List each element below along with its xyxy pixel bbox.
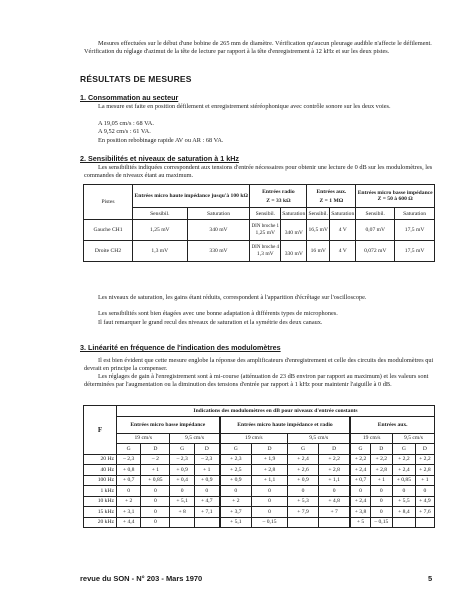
- table-cell: + 2,4: [288, 454, 319, 465]
- s2-paragraph-4: Il faut remarquer le grand recul des niveaux de saturation et la symétrie des deux canaux.: [98, 319, 323, 326]
- table-cell: + 8,4: [392, 507, 415, 518]
- table-cell: 0: [415, 486, 434, 497]
- table-cell: + 2,2: [318, 454, 350, 465]
- table-row: [84, 465, 435, 476]
- table-cell: + 2,5: [220, 465, 252, 476]
- table-row: [84, 454, 435, 465]
- table-cell: 330 mV: [281, 241, 307, 262]
- table-cell: 0: [288, 486, 319, 497]
- channel-header: D: [370, 444, 392, 455]
- table-cell: 330 mV: [187, 241, 250, 262]
- speed-19: 19 cm/s: [117, 433, 170, 444]
- table-cell: 0: [370, 507, 392, 518]
- table-cell: + 5: [350, 517, 370, 528]
- s2-paragraph-1: Les sensibilités indiquées correspondent aux tensions d'entrée nécessaires pour obtenir une lecture de 0 dB sur les modulomètres, les commandes de niveaux étant au maximum.: [84, 164, 433, 179]
- section-1-heading: 1. Consommation au secteur: [80, 93, 179, 102]
- table-cell: + 0,85: [141, 475, 170, 486]
- sub-sat: Saturation: [330, 208, 356, 220]
- table-cell: + 0,85: [392, 475, 415, 486]
- channel-header: D: [141, 444, 170, 455]
- results-title: RÉSULTATS DE MESURES: [80, 74, 192, 84]
- table-cell: + 0,7: [117, 475, 141, 486]
- sub-sens: Sensibil.: [307, 208, 330, 220]
- table-cell: 0: [392, 486, 415, 497]
- table-cell: + 4,9: [415, 496, 434, 507]
- sensitivity-table: [83, 184, 435, 262]
- table-cell: + 4,8: [318, 496, 350, 507]
- table-cell: + 1,1: [252, 475, 288, 486]
- table-cell: 0: [220, 486, 252, 497]
- footer-page-number: 5: [428, 574, 433, 583]
- speed-19: 19 cm/s: [350, 433, 392, 444]
- table-cell: + 0,4: [170, 475, 194, 486]
- table-cell: + 1: [194, 465, 219, 476]
- s2-paragraph-3: Les sensibilités sont bien étagées avec une bonne adaptation à différents types de microphones.: [98, 310, 338, 317]
- table-cell: 0: [252, 507, 288, 518]
- table-cell: + 2,2: [350, 454, 370, 465]
- sub-sens: Sensibil.: [356, 208, 395, 220]
- channel-header: D: [415, 444, 434, 455]
- table-cell: – 0,15: [252, 517, 288, 528]
- channel-header: G: [220, 444, 252, 455]
- table-cell: 1,25 mV: [133, 220, 188, 241]
- table-cell: + 2,8: [370, 465, 392, 476]
- table-cell: 0: [370, 496, 392, 507]
- table-row: [84, 475, 435, 486]
- table-cell: 16 mV: [307, 241, 330, 262]
- sub-sat: Saturation: [281, 208, 307, 220]
- s1-line-3: En position rebobinage rapide AV ou AR : 68 VA.: [98, 137, 224, 144]
- table-cell: 0: [350, 486, 370, 497]
- frequency-label: 15 kHz: [84, 507, 117, 518]
- table-cell: 0,07 mV: [356, 220, 395, 241]
- table-cell: 0: [141, 517, 170, 528]
- table-cell: 16,5 mV: [307, 220, 330, 241]
- table-row: [84, 486, 435, 497]
- table-cell: + 2,3: [220, 454, 252, 465]
- table-cell: + 2,8: [318, 465, 350, 476]
- table-cell: + 5,1: [170, 496, 194, 507]
- table-cell: 0: [370, 486, 392, 497]
- table-cell: [392, 517, 415, 528]
- table-cell: DIN broche 1 1,25 mV: [250, 220, 281, 241]
- table-cell: + 7,1: [194, 507, 219, 518]
- table-cell: + 2,2: [392, 454, 415, 465]
- table-cell: + 4,4: [117, 517, 141, 528]
- table-cell: + 2,4: [392, 465, 415, 476]
- table-cell: – 2: [141, 454, 170, 465]
- s2-paragraph-2: Les niveaux de saturation, les gains étant réduits, correspondent à l'apparition d'écrêtage sur l'oscilloscope.: [98, 294, 367, 301]
- frequency-label: 1 kHz: [84, 486, 117, 497]
- table-cell: + 7,6: [415, 507, 434, 518]
- table-cell: + 0,9: [220, 475, 252, 486]
- table-cell: + 0,8: [117, 465, 141, 476]
- table-cell: + 2,8: [415, 465, 434, 476]
- table-cell: + 2,8: [252, 465, 288, 476]
- table-cell: 0: [252, 486, 288, 497]
- table-cell: + 3,8: [350, 507, 370, 518]
- table-cell: – 2,3: [170, 454, 194, 465]
- table-cell: – 0,15: [370, 517, 392, 528]
- group-micro-basse: Entrées micro basse impédance: [117, 416, 220, 433]
- s1-line-1: A 19,05 cm/s : 68 VA.: [98, 120, 154, 127]
- channel-header: D: [194, 444, 219, 455]
- sub-sat: Saturation: [395, 208, 435, 220]
- table-cell: 340 mV: [281, 220, 307, 241]
- table-cell: + 2,2: [370, 454, 392, 465]
- table-cell: – 2,3: [194, 454, 219, 465]
- footer-publication: revue du SON - N° 203 - Mars 1970: [80, 574, 203, 583]
- table-cell: 17,5 mV: [395, 220, 435, 241]
- table-cell: + 1: [415, 475, 434, 486]
- table-cell: 17,5 mV: [395, 241, 435, 262]
- table-cell: 0: [141, 496, 170, 507]
- table-cell: + 2,4: [350, 465, 370, 476]
- group-aux: Entrées aux.: [350, 416, 434, 433]
- channel-header: G: [117, 444, 141, 455]
- header-micro-haute: Entrées micro haute impédance jusqu'à 100 kΩ: [133, 185, 250, 208]
- sub-sat: Saturation: [187, 208, 250, 220]
- table-cell: + 8: [170, 507, 194, 518]
- table-cell: + 5,1: [220, 517, 252, 528]
- table-row: [84, 507, 435, 518]
- table-cell: 0: [318, 486, 350, 497]
- sub-sens: Sensibil.: [250, 208, 281, 220]
- table-cell: [318, 517, 350, 528]
- header-pistes: Pistes: [84, 185, 133, 220]
- channel-header: G: [392, 444, 415, 455]
- table-cell: + 2,4: [350, 496, 370, 507]
- table-row: [84, 496, 435, 507]
- table-cell: 0: [252, 496, 288, 507]
- table-cell: + 4,7: [194, 496, 219, 507]
- table-cell: 0: [117, 486, 141, 497]
- table-cell: + 1,1: [318, 475, 350, 486]
- s1-paragraph: La mesure est faite en position défilement et enregistrement stéréophonique avec contrôle sonore sur les deux voies.: [98, 103, 391, 110]
- table-cell: [170, 517, 194, 528]
- table-cell: 0: [170, 486, 194, 497]
- table-cell: + 3,1: [117, 507, 141, 518]
- table-cell: + 5,5: [392, 496, 415, 507]
- section-3-heading: 3. Linéarité en fréquence de l'indication des modulomètres: [80, 343, 281, 352]
- table-cell: 4 V: [330, 241, 356, 262]
- header-radio: Entrées radio Z = 33 kΩ: [250, 185, 307, 208]
- channel-header: G: [170, 444, 194, 455]
- table-cell: + 1: [141, 465, 170, 476]
- frequency-label: 20 kHz: [84, 517, 117, 528]
- table-cell: + 0,9: [194, 475, 219, 486]
- frequency-label: 20 Hz: [84, 454, 117, 465]
- frequency-label: 100 Hz: [84, 475, 117, 486]
- table-cell: + 0,9: [170, 465, 194, 476]
- table-cell: 1,3 mV: [133, 241, 188, 262]
- table-cell: [288, 517, 319, 528]
- table-cell: DIN broche 4 1,3 mV: [250, 241, 281, 262]
- table-cell: 340 mV: [187, 220, 250, 241]
- table-cell: + 2: [220, 496, 252, 507]
- header-aux: Entrées aux. Z = 1 MΩ: [307, 185, 356, 208]
- table-cell: + 7,9: [288, 507, 319, 518]
- table-cell: 0,072 mV: [356, 241, 395, 262]
- table-cell: + 3,7: [220, 507, 252, 518]
- header-micro-basse: Entrées micro basse impédance Z = 50 à 600 Ω: [356, 185, 435, 208]
- table-cell: + 1,9: [252, 454, 288, 465]
- intro-paragraph: Mesures effectuées sur le début d'une bobine de 265 mm de diamètre. Vérification qu'aucun pleurage audible n'affecte le défilement. Vérification du réglage d'azimut de la tête de lecture par rapport à la tête d'enregistrement à 12 kHz et sur les deux pistes.: [84, 40, 432, 55]
- table-cell: [415, 517, 434, 528]
- channel-header: G: [350, 444, 370, 455]
- section-2-heading: 2. Sensibilités et niveaux de saturation à 1 kHz: [80, 154, 239, 163]
- table-cell: + 2: [117, 496, 141, 507]
- channel-header: D: [318, 444, 350, 455]
- table-cell: 0: [141, 486, 170, 497]
- s3-paragraph-1: Il est bien évident que cette mesure englobe la réponse des amplificateurs d'enregistrement et celle des circuits des modulomètres qui devrait en principe la compenser.: [84, 357, 434, 372]
- table-cell: 0: [141, 507, 170, 518]
- table-row: [84, 517, 435, 528]
- channel-header: D: [252, 444, 288, 455]
- table-cell: + 2,2: [415, 454, 434, 465]
- row-piste: Droite CH2: [84, 241, 133, 262]
- speed-19: 19 cm/s: [220, 433, 288, 444]
- table-title: Indications des modulomètres en dB pour niveaux d'entrée constants: [117, 406, 435, 417]
- speed-95: 9,5 cm/s: [288, 433, 351, 444]
- table-cell: + 1: [370, 475, 392, 486]
- group-micro-haute-radio: Entrées micro haute impédance et radio: [220, 416, 351, 433]
- table-cell: 0: [194, 486, 219, 497]
- s1-line-2: A 9,52 cm/s : 61 VA.: [98, 128, 151, 135]
- s3-paragraph-2: Les réglages de gain à l'enregistrement sont à mi-course (atténuation de 23 dB environ par rapport au maximum) et les valeurs sont déterminées par l'augmentation ou la diminution des tensions d'entrée par rapport à 1 kHz pour maintenir l'aiguille à 0 dB.: [84, 373, 429, 388]
- channel-header: G: [288, 444, 319, 455]
- frequency-label: 40 Hz: [84, 465, 117, 476]
- table-cell: 4 V: [330, 220, 356, 241]
- table-cell: – 2,3: [117, 454, 141, 465]
- frequency-table: [83, 405, 435, 528]
- row-piste: Gauche CH1: [84, 220, 133, 241]
- table-cell: + 5,3: [288, 496, 319, 507]
- table-cell: + 7: [318, 507, 350, 518]
- table-cell: + 0,9: [288, 475, 319, 486]
- speed-95: 9,5 cm/s: [170, 433, 220, 444]
- frequency-label: 10 kHz: [84, 496, 117, 507]
- sub-sens: Sensibil.: [133, 208, 188, 220]
- speed-95: 9,5 cm/s: [392, 433, 434, 444]
- table-cell: + 0,7: [350, 475, 370, 486]
- table-cell: + 2,6: [288, 465, 319, 476]
- table-cell: [194, 517, 219, 528]
- header-f: F: [84, 406, 117, 455]
